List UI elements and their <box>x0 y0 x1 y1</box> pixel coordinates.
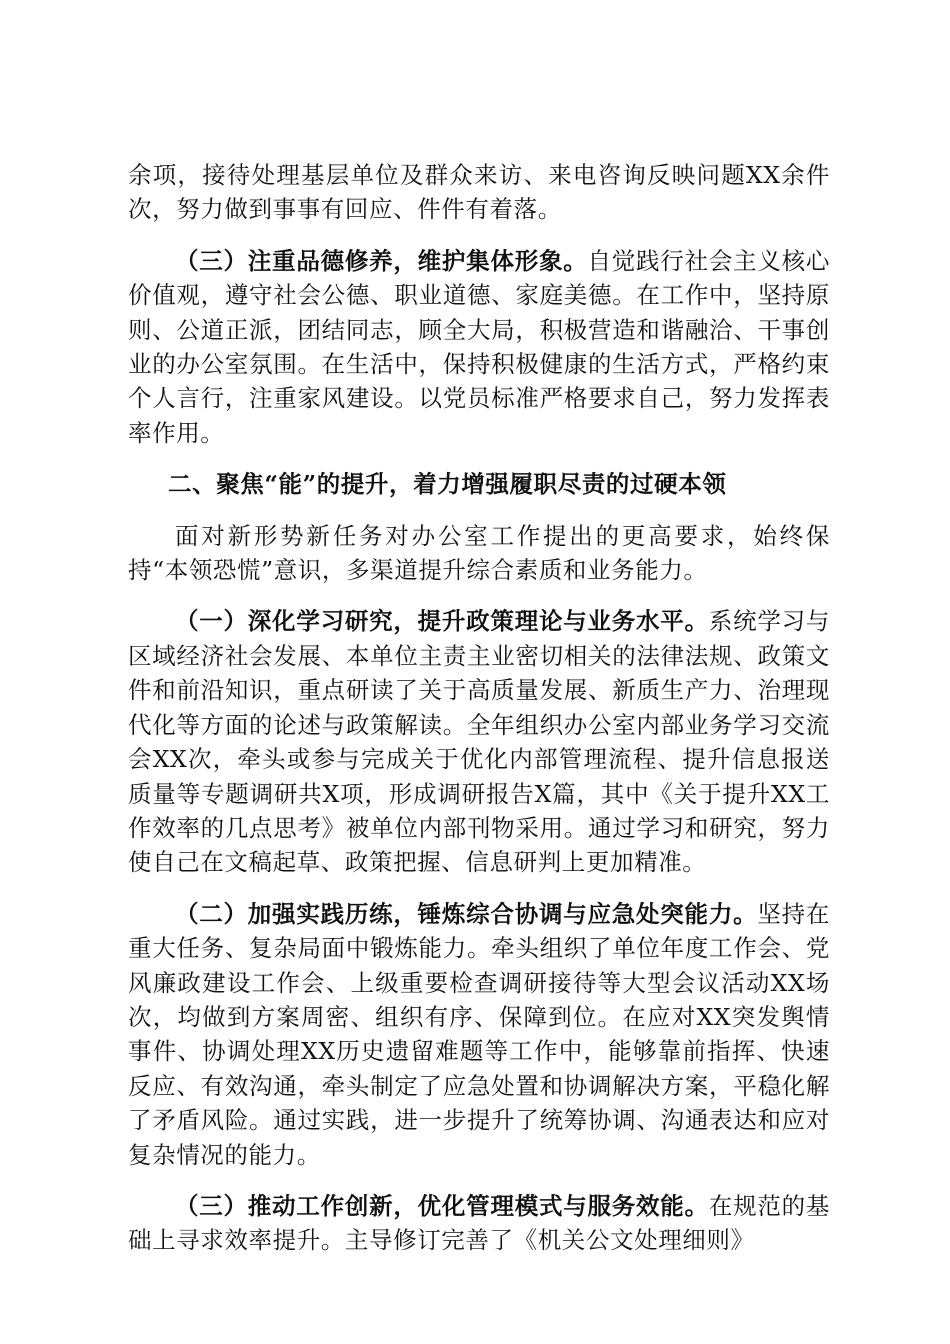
section-heading-text: 二、聚焦“能”的提升，着力增强履职尽责的过硬本领 <box>168 470 727 499</box>
paragraph-item-1-study <box>128 604 830 879</box>
document-body <box>128 158 830 1275</box>
paragraph-text: 余项，接待处理基层单位及群众来访、来电咨询反映问题XX余件次，努力做到事事有回应、件件有着落。 <box>128 161 830 224</box>
paragraph-section-intro <box>128 519 830 588</box>
paragraph-item-3-character <box>128 244 830 450</box>
paragraph-text: 自觉践行社会主义核心价值观，遵守社会公德、职业道德、家庭美德。在工作中，坚持原则、公道正派，团结同志，顾全大局，积极营造和谐融洽、干事创业的办公室氛围。在生活中，保持积极健康的生活方式，严格约束个人言行，注重家风建设。以党员标准严格要求自己，努力发挥表率作用。 <box>128 246 831 447</box>
paragraph-continuation <box>128 158 830 227</box>
paragraph-lead: （二）加强实践历练，锤炼综合协调与应急处突能力。 <box>175 899 758 928</box>
paragraph-text: 面对新形势新任务对办公室工作提出的更高要求，始终保持“本领恐慌”意识，多渠道提升综合素质和业务能力。 <box>128 521 830 585</box>
paragraph-lead: （三）注重品德修养，维护集体形象。 <box>175 246 588 275</box>
paragraph-item-3-innovation <box>128 1189 830 1258</box>
section-heading <box>128 467 830 501</box>
paragraph-lead: （三）推动工作创新，优化管理模式与服务效能。 <box>175 1191 709 1220</box>
paragraph-text: 在规范的基础上寻求效率提升。主导修订完善了《机关公文处理细则》 <box>128 1191 831 1255</box>
paragraph-text: 坚持在重大任务、复杂局面中锻炼能力。牵头组织了单位年度工作会、党风廉政建设工作会、上级重要检查调研接待等大型会议活动XX场次，均做到方案周密、组织有序、保障到位。在应对XX突发舆情事件、协调处理XX历史遗留难题等工作中，能够靠前指挥、快速反应、有效沟通，牵头制定了应急处置和协调解决方案，平稳化解了矛盾风险。通过实践，进一步提升了统筹协调、沟通表达和应对复杂情况的能力。 <box>128 899 830 1169</box>
paragraph-item-2-practice <box>128 897 830 1172</box>
paragraph-lead: （一）深化学习研究，提升政策理论与业务水平。 <box>175 607 709 636</box>
paragraph-text: 系统学习与区域经济社会发展、本单位主责主业密切相关的法律法规、政策文件和前沿知识，重点研读了关于高质量发展、新质生产力、治理现代化等方面的论述与政策解读。全年组织办公室内部业务学习交流会XX次，牵头或参与完成关于优化内部管理流程、提升信息报送质量等专题调研共X项，形成调研报告X篇，其中《关于提升XX工作效率的几点思考》被单位内部刊物采用。通过学习和研究，努力使自己在文稿起草、政策把握、信息研判上更加精准。 <box>128 607 831 877</box>
